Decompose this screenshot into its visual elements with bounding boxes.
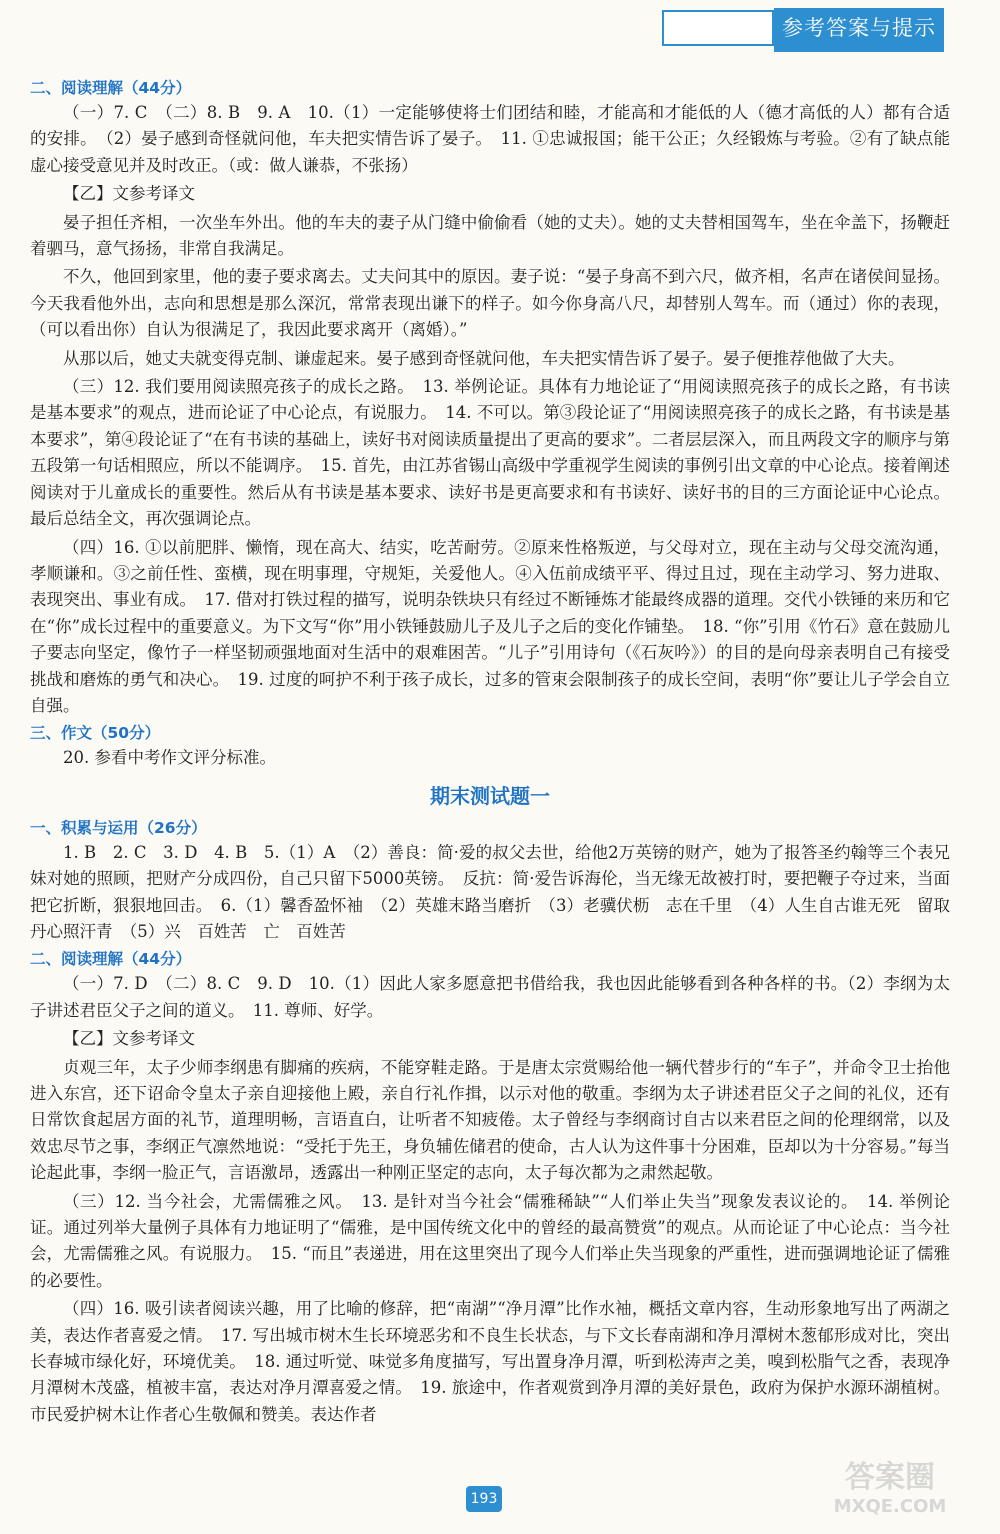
- answer-paragraph: （三）12. 当今社会，尤需儒雅之风。 13. 是针对当今社会“儒雅稀缺”“人们举止失当”现象发表议论的。 14. 举例论证。通过列举大量例子具体有力地证明了“儒雅，是中国传统文化中的曾经的最高赞赏”的观点。从而论证了中心论点：当今社会，尤需儒雅之风。有说服力。 15. “而且”表递进，用在这里突出了现今人们举止失当现象的严重性，进而强调地论证了儒雅的必要性。: [30, 1191, 950, 1290]
- header-tab: [662, 4, 944, 50]
- translation-paragraph: 从那以后，她丈夫就变得克制、谦虚起来。晏子感到奇怪就问他，车夫把实情告诉了晏子。晏子便推荐他做了大夫。: [63, 348, 905, 368]
- header-rule: [774, 48, 944, 52]
- translation-paragraph: 不久，他回到家里，他的妻子要求离去。丈夫问其中的原因。妻子说：“晏子身高不到六尺，做齐相，名声在诸侯间显扬。今天我看他外出，志向和思想是那么深沉，常常表现出谦下的样子。如今你身高八尺，却替别人驾车。而（通过）你的表现，（可以看出你）自认为很满足了，我因此要求离开（离婚）。”: [30, 267, 950, 340]
- page-number: 193: [466, 1486, 502, 1512]
- watermark-url: MXQE.COM: [833, 1496, 947, 1517]
- translation-heading: 【乙】文参考译文: [63, 184, 195, 204]
- section-heading-accumulation: 一、积累与运用（26分）: [30, 818, 207, 837]
- answer-paragraph: 20. 参看中考作文评分标准。: [63, 748, 276, 768]
- answer-paragraph: （一）7. D （二）8. C 9. D 10.（1）因此人家多愿意把书借给我，我也因此能够看到各种各样的书。（2）李纲为太子讲述君臣父子之间的道义。 11. 尊师、好学。: [30, 974, 950, 1020]
- answer-paragraph: 1. B 2. C 3. D 4. B 5.（1）A （2）善良：简·爱的叔父去世，给他2万英镑的财产，她为了报答圣约翰等三个表兄妹对她的照顾，把财产分成四份，自己只留下5000英镑。 反抗：简·爱告诉海伦，当无缘无故被打时，要把鞭子夺过来，当面把它折断，狠狠地回击。 6.（1）馨香盈怀袖 （2）英雄末路当磨折 （3）老骥伏枥 志在千里 （4）人生自古谁无死 留取丹心照汗青 （5）兴 百姓苦 亡 百姓苦: [30, 842, 950, 941]
- watermark-text: 答案圈: [845, 1460, 935, 1495]
- section-heading-reading: 二、阅读理解（44分）: [30, 79, 192, 97]
- answer-paragraph: （一）7. C （二）8. B 9. A 10.（1）一定能够使将士们团结和睦，才能高和才能低的人（德才高低的人）都有合适的安排。 （2）晏子感到奇怪就问他，车夫把实情告诉了晏子。 11. ①忠诚报国；能干公正；久经锻炼与考验。②有了缺点能虚心接受意见并及时改正。（或：做人谦恭，不张扬）: [30, 103, 950, 175]
- header-label: 参考答案与提示: [774, 8, 944, 48]
- translation-heading: 【乙】文参考译文: [63, 1029, 195, 1049]
- section-heading-reading: 二、阅读理解（44分）: [30, 950, 192, 969]
- answer-paragraph: （三）12. 我们要用阅读照亮孩子的成长之路。 13. 举例论证。具体有力地论证了“用阅读照亮孩子的成长之路，有书读是基本要求”的观点，进而论证了中心论点，有说服力。 14. 不可以。第③段论证了“用阅读照亮孩子的成长之路，有书读是基本要求”，第④段论证了“在有书读的基础上，读好书对阅读质量提出了更高的要求”。二者层层深入，而且两段文字的顺序与第五段第一句话相照应，所以不能调序。 15. 首先，由江苏省锡山高级中学重视学生阅读的事例引出文章的中心论点。接着阐述阅读对于儿童成长的重要性。然后从有书读是基本要求、读好书是更高要求和有书读好、读好书的目的三方面论证中心论点。最后总结全文，再次强调论点。: [30, 377, 950, 529]
- translation-paragraph: 晏子担任齐相，一次坐车外出。他的车夫的妻子从门缝中偷偷看（她的丈夫）。她的丈夫替相国驾车，坐在伞盖下，扬鞭赶着驷马，意气扬扬，非常自我满足。: [30, 212, 950, 259]
- section-heading-essay: 三、作文（50分）: [30, 724, 161, 743]
- answer-paragraph: （四）16. 吸引读者阅读兴趣，用了比喻的修辞，把“南湖”“净月潭”比作水袖，概括文章内容，生动形象地写出了两湖之美，表达作者喜爱之情。 17. 写出城市树木生长环境恶劣和不良生长状态，与下文长春南湖和净月潭树木葱郁形成对比，突出长春城市绿化好，环境优美。 18. 通过听觉、味觉多角度描写，写出置身净月潭，听到松涛声之美，嗅到松脂气之香，表现净月潭树木茂盛，植被丰富，表达对净月潭喜爱之情。 19. 旅途中，作者观赏到净月潭的美好景色，政府为保护水源环湖植树。市民爱护树木让作者心生敬佩和赞美。表达作者: [30, 1299, 950, 1424]
- exam-title: 期末测试题一: [430, 783, 550, 808]
- page-content: [30, 76, 950, 1430]
- watermark-logo: [800, 1460, 980, 1526]
- answer-paragraph: （四）16. ①以前肥胖、懒惰，现在高大、结实，吃苦耐劳。②原来性格叛逆，与父母对立，现在主动与父母交流沟通，孝顺谦和。③之前任性、蛮横，现在明事理，守规矩，关爱他人。④入伍前成绩平平、得过且过，现在主动学习、努力进取、表现突出、事业有成。 17. 借对打铁过程的描写，说明杂铁块只有经过不断锤炼才能最终成器的道理。交代小铁锤的来历和它在“你”成长过程中的重要意义。为下文写“你”用小铁锤鼓励儿子及儿子之后的变化作铺垫。 18. “你”引用《竹石》意在鼓励儿子要志向坚定，像竹子一样坚韧顽强地面对生活中的艰难困苦。“儿子”引用诗句（《石灰吟》）的目的是向母亲表明自己有接受挑战和磨炼的勇气和决心。 19. 过度的呵护不利于孩子成长，过多的管束会限制孩子的成长空间，表明“你”要让儿子学会自立自强。: [30, 537, 950, 715]
- header-blank-box: [662, 10, 774, 46]
- translation-paragraph: 贞观三年，太子少师李纲患有脚痛的疾病，不能穿鞋走路。于是唐太宗赏赐给他一辆代替步行的“车子”，并命令卫士抬他进入东宫，还下诏命令皇太子亲自迎接他上殿，亲自行礼作揖，以示对他的敬重。李纲为太子讲述君臣父子之间的礼仪，还有日常饮食起居方面的礼节，道理明畅，言语直白，让听者不知疲倦。太子曾经与李纲商讨自古以来君臣之间的伦理纲常，以及效忠尽节之事，李纲正气凛然地说：“受托于先王，身负辅佐储君的使命，古人认为这件事十分困难，臣却以为十分容易。”每当论起此事，李纲一脸正气，言语激昂，透露出一种刚正坚定的志向，太子每次都为之肃然起敬。: [30, 1057, 950, 1183]
